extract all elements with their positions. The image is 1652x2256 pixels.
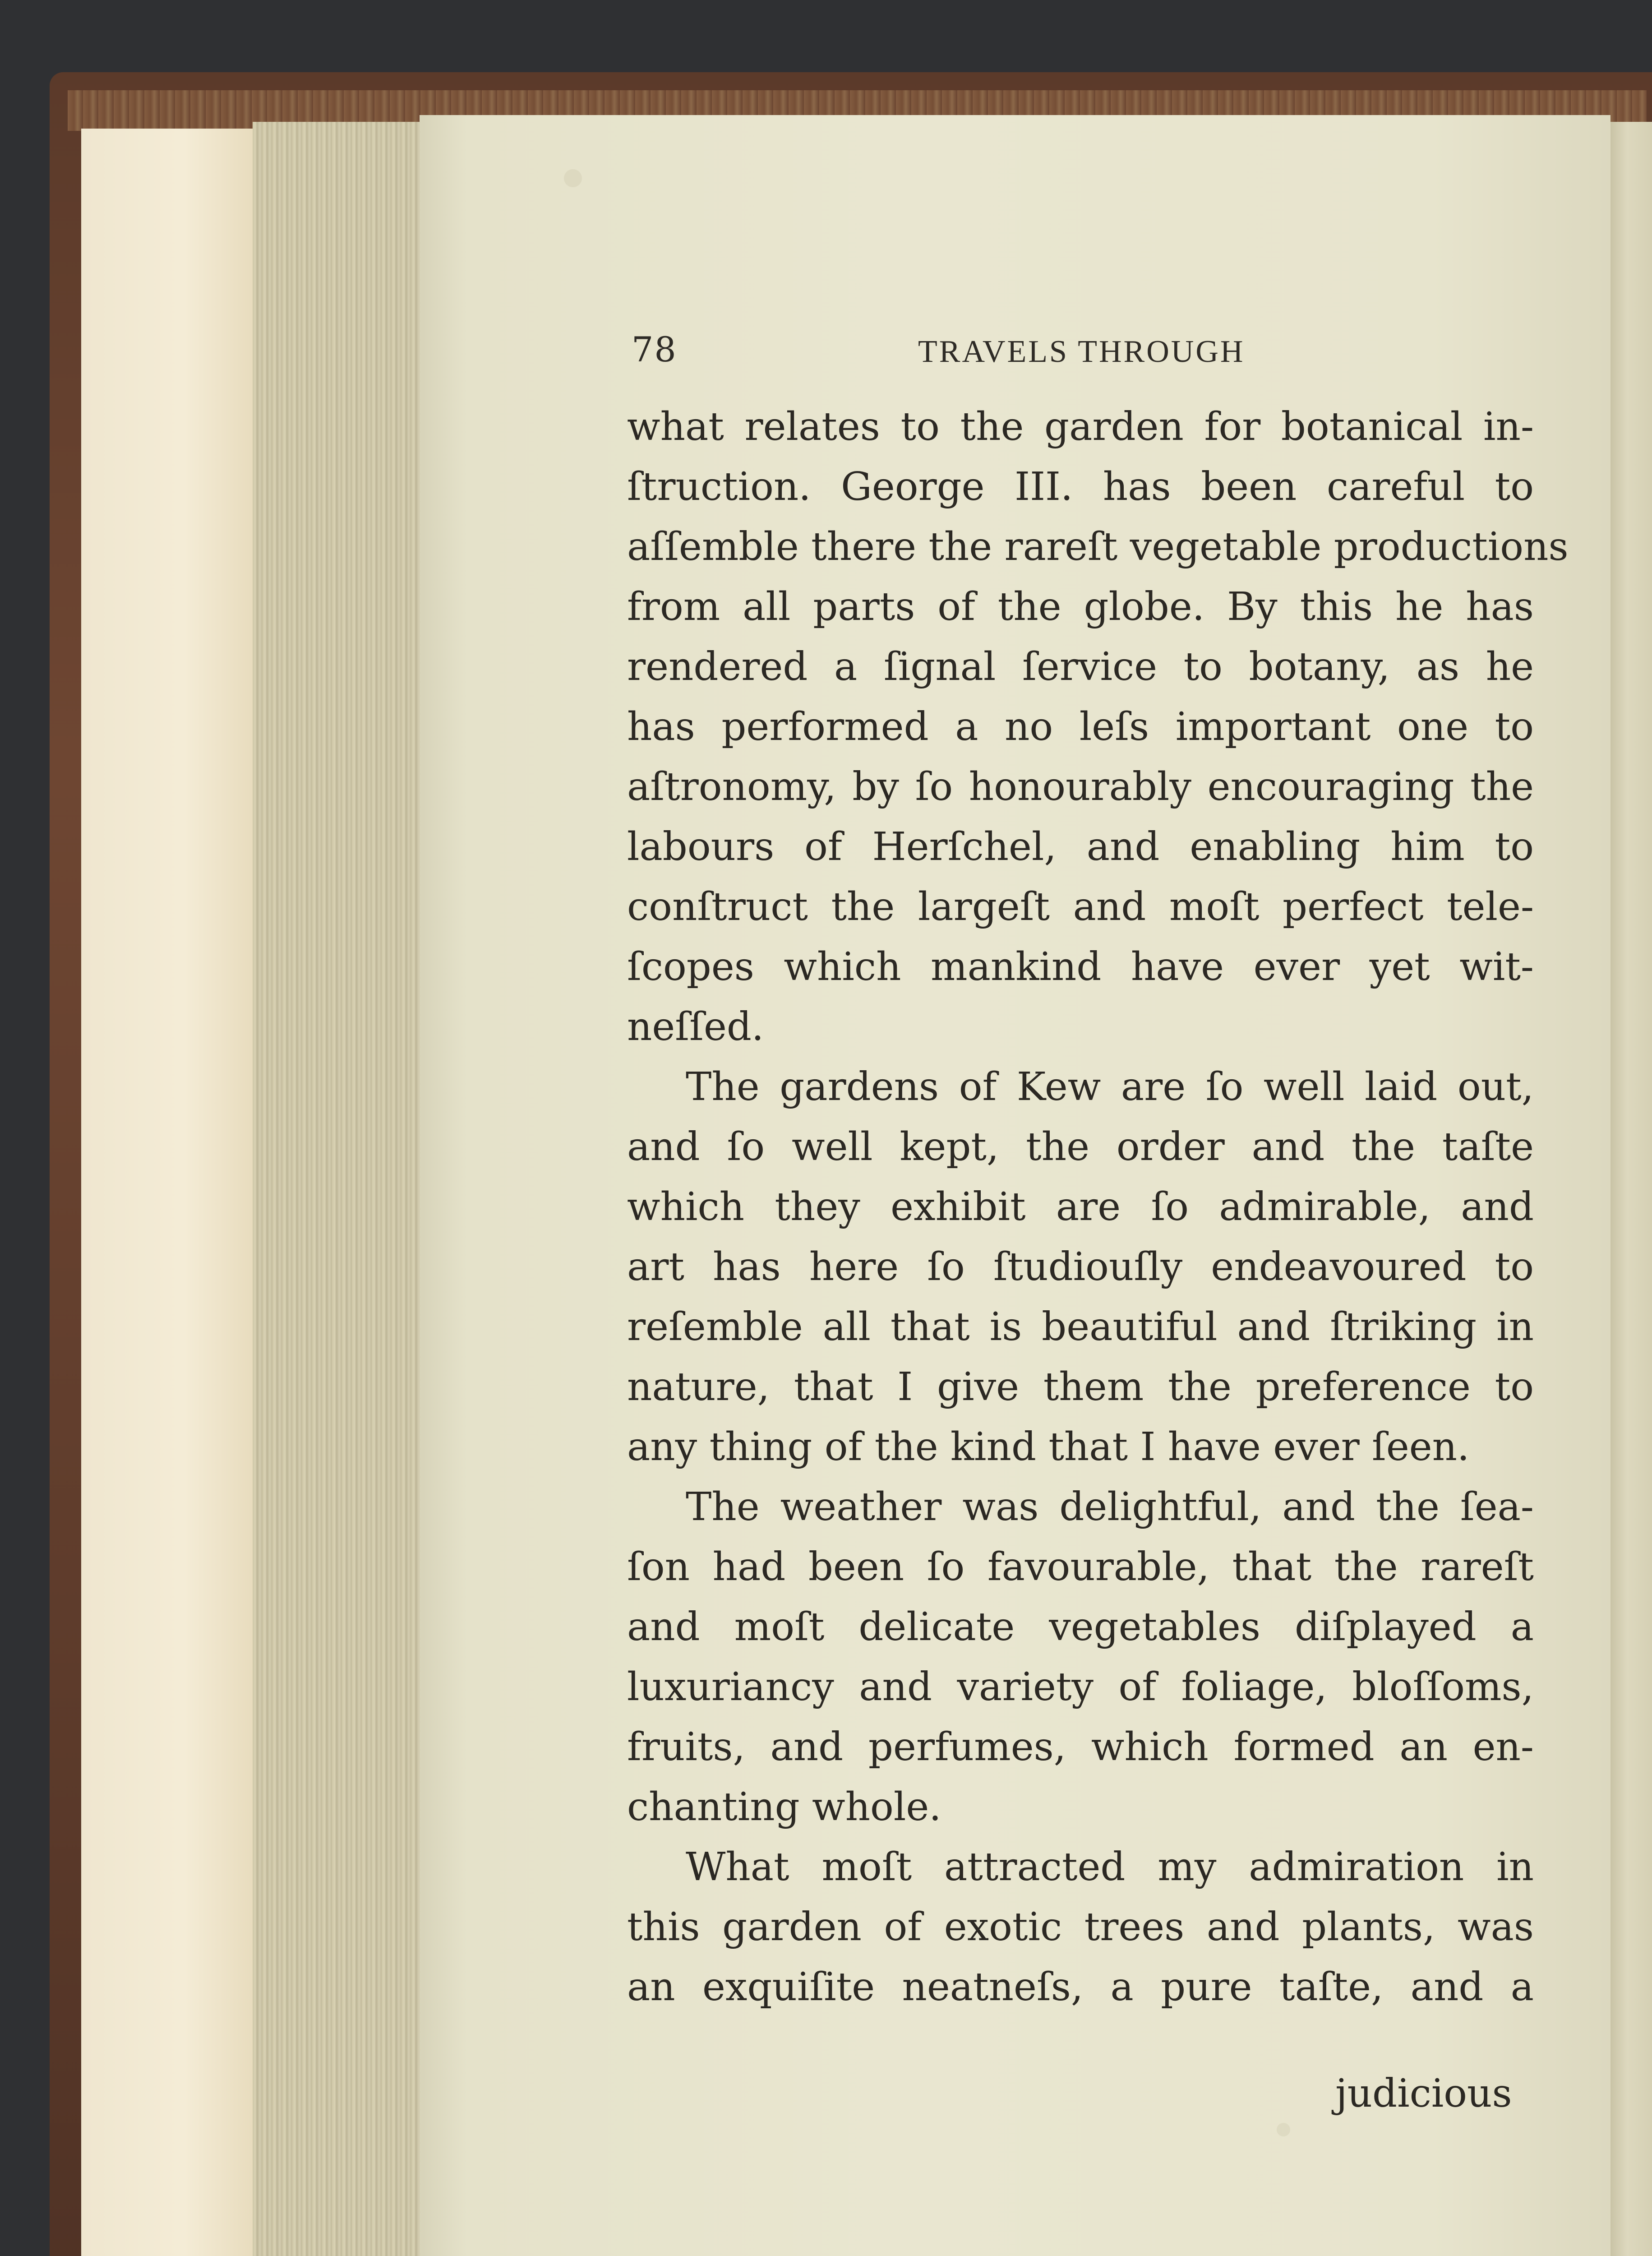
body-text (627, 397, 1569, 2017)
text-line: nature, that I give them the preference to (627, 1364, 1534, 1410)
text-line: aſſemble there the rareſt vegetable productions (627, 524, 1569, 569)
text-line: reſemble all that is beautiful and ſtriking in (627, 1304, 1534, 1350)
text-line: from all parts of the globe. By this he has (627, 584, 1534, 629)
next-page-edge (1610, 122, 1652, 2256)
page-number: 78 (632, 329, 677, 370)
text-line: conſtruct the largeſt and moſt perfect tele- (627, 884, 1534, 929)
text-line: What moſt attracted my admiration in (686, 1845, 1534, 1890)
text-line: ſcopes which mankind have ever yet wit- (627, 944, 1534, 989)
stacked-page-edges (253, 122, 420, 2256)
text-line: fruits, and perfumes, which formed an en- (627, 1724, 1534, 1770)
inner-pastedown (81, 129, 253, 2256)
catchword: judicious (1335, 2071, 1512, 2116)
text-line: has performed a no leſs important one to (627, 704, 1534, 749)
text-line: and ſo well kept, the order and the taſte (627, 1124, 1534, 1170)
foxing-spot (1277, 2123, 1290, 2136)
text-line: ſon had been ſo favourable, that the rareſt (627, 1544, 1534, 1590)
foxing-spot (564, 169, 582, 187)
text-line: ſtruction. George III. has been careful to (627, 464, 1534, 509)
text-line: any thing of the kind that I have ever ſeen. (627, 1424, 1470, 1470)
text-line: labours of Herſchel, and enabling him to (627, 824, 1534, 869)
text-line: which they exhibit are ſo admirable, and (627, 1184, 1534, 1230)
text-line: luxuriancy and variety of foliage, bloſſoms, (627, 1664, 1534, 1710)
text-line: art has here ſo ſtudiouſly endeavoured to (627, 1244, 1534, 1290)
text-line: what relates to the garden for botanical in- (627, 404, 1534, 449)
text-line: an exquiſite neatneſs, a pure taſte, and a (627, 1965, 1534, 2010)
text-line: chanting whole. (627, 1784, 941, 1830)
running-title: TRAVELS THROUGH (918, 334, 1245, 369)
text-line: neſſed. (627, 1004, 764, 1049)
text-line: aſtronomy, by ſo honourably encouraging the (627, 764, 1534, 809)
text-line: and moſt delicate vegetables diſplayed a (627, 1604, 1534, 1650)
text-line: The gardens of Kew are ſo well laid out, (686, 1064, 1534, 1110)
text-line: The weather was delightful, and the ſea- (686, 1484, 1534, 1530)
text-line: this garden of exotic trees and plants, was (627, 1905, 1534, 1950)
text-line: rendered a ſignal ſervice to botany, as he (627, 644, 1534, 689)
